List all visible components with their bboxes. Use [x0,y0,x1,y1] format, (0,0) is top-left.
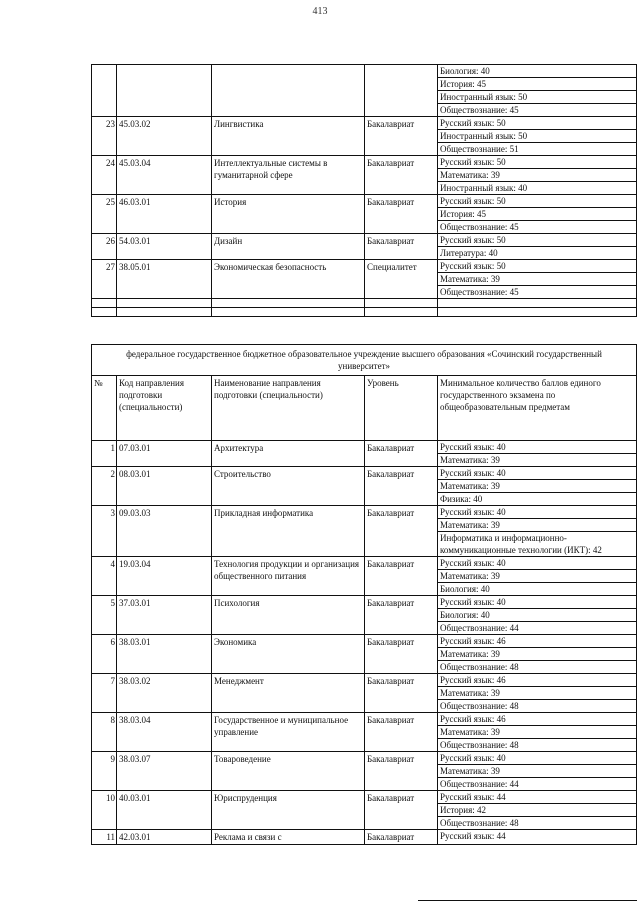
program-code [117,65,212,116]
subject-scores [438,195,637,233]
program-name: Архитектура [212,441,365,466]
subject-score: Русский язык: 40 [440,507,506,517]
table-body [91,440,637,845]
education-level: Бакалавриат [365,752,438,790]
program-name: Государственное и муниципальное управление [212,713,365,751]
subject-scores [438,117,637,155]
table-row [91,233,637,259]
education-level: Бакалавриат [365,234,438,259]
row-number: 10 [91,791,117,829]
row-number: 23 [91,117,117,155]
subject-scores [438,674,637,712]
education-level: Бакалавриат [365,557,438,595]
subject-score: Обществознание: 45 [438,285,636,298]
subject-score: Русский язык: 50 [440,196,506,206]
subject-scores [438,234,637,259]
header-level: Уровень [365,376,438,440]
empty-row [91,298,637,307]
empty-cell [212,308,365,316]
subject-score: Обществознание: 44 [438,777,636,790]
row-number [91,65,117,116]
row-number: 9 [91,752,117,790]
table-row [91,194,637,233]
subject-scores [438,596,637,634]
table-row [91,634,637,673]
subject-scores [438,557,637,595]
program-code: 08.03.01 [117,467,212,505]
program-name: Экономика [212,635,365,673]
subject-score: Русский язык: 46 [440,636,506,646]
subject-score: Биология: 40 [438,608,636,621]
education-level: Бакалавриат [365,674,438,712]
subject-scores [438,713,637,751]
subject-score: Математика: 39 [438,479,636,492]
education-level: Бакалавриат [365,713,438,751]
program-name: Психология [212,596,365,634]
subject-score: Русский язык: 46 [440,675,506,685]
subject-scores [438,156,637,194]
subject-score: Обществознание: 48 [438,660,636,673]
subject-score: Физика: 40 [438,492,636,505]
subject-score: Математика: 39 [438,686,636,699]
program-code: 38.03.04 [117,713,212,751]
subject-score: Обществознание: 44 [438,621,636,634]
row-number: 24 [91,156,117,194]
subject-score: Обществознание: 48 [438,738,636,751]
table-row [91,466,637,505]
header-name: Наименование направления подготовки (специальности) [212,376,365,440]
table-row [91,673,637,712]
bottom-rule [418,900,637,901]
program-code: 46.03.01 [117,195,212,233]
education-level: Бакалавриат [365,596,438,634]
education-level: Бакалавриат [365,117,438,155]
program-name: Прикладная информатика [212,506,365,556]
table-row [91,440,637,466]
table-row [91,64,637,116]
program-code: 38.03.07 [117,752,212,790]
empty-cell [91,308,117,316]
row-number: 2 [91,467,117,505]
table-row [91,505,637,556]
subject-score: Иностранный язык: 50 [438,129,636,142]
subject-score: Математика: 39 [438,272,636,285]
empty-row [91,307,637,317]
row-number: 8 [91,713,117,751]
header-subjects: Минимальное количество баллов единого государственного экзамена по общеобразовательным предметам [438,376,637,440]
program-name: Экономическая безопасность [212,260,365,298]
subject-scores [438,467,637,505]
subject-score: Русский язык: 40 [440,558,506,568]
subject-score: Информатика и информационно-коммуникационные технологии (ИКТ): 42 [438,531,636,556]
row-number: 26 [91,234,117,259]
row-number: 4 [91,557,117,595]
subject-score: Обществознание: 45 [438,220,636,233]
program-code: 09.03.03 [117,506,212,556]
row-number: 25 [91,195,117,233]
program-code: 42.03.01 [117,830,212,844]
empty-cell [438,308,637,316]
education-level: Бакалавриат [365,467,438,505]
empty-cell [91,299,117,307]
row-number: 6 [91,635,117,673]
subject-score: Обществознание: 48 [438,699,636,712]
education-level: Бакалавриат [365,791,438,829]
program-code: 07.03.01 [117,441,212,466]
education-level: Бакалавриат [365,156,438,194]
program-name: Строительство [212,467,365,505]
program-name: Юриспруденция [212,791,365,829]
subject-scores [438,830,637,844]
table-header-row [91,375,637,440]
subject-score: Биология: 40 [438,582,636,595]
subject-score: Литература: 40 [438,246,636,259]
program-code: 45.03.02 [117,117,212,155]
program-code: 37.03.01 [117,596,212,634]
empty-cell [438,299,637,307]
subject-score: Русский язык: 40 [440,597,506,607]
subject-scores [438,791,637,829]
table-row [91,595,637,634]
subject-score: Математика: 39 [438,764,636,777]
program-code: 38.05.01 [117,260,212,298]
subject-score: Русский язык: 44 [440,792,506,802]
table-row [91,116,637,155]
program-name: Интеллектуальные системы в гуманитарной сфере [212,156,365,194]
subject-scores [438,752,637,790]
admission-table-continued [91,64,637,317]
subject-score: Русский язык: 50 [440,157,506,167]
program-code: 45.03.04 [117,156,212,194]
subject-score: Математика: 39 [438,725,636,738]
subject-score: Математика: 39 [438,168,636,181]
subject-score: История: 42 [438,803,636,816]
program-name: Технология продукции и организация общественного питания [212,557,365,595]
subject-score: Иностранный язык: 50 [438,90,636,103]
header-code: Код направления подготовки (специальности) [117,376,212,440]
subject-score: Обществознание: 51 [438,142,636,155]
subject-score: Русский язык: 46 [440,714,506,724]
row-number: 5 [91,596,117,634]
program-name: Товароведение [212,752,365,790]
program-name: Менеджмент [212,674,365,712]
subject-score: Русский язык: 50 [440,118,506,128]
subject-scores [438,260,637,298]
header-number: № [91,376,117,440]
subject-scores [438,635,637,673]
subject-score: Русский язык: 44 [440,831,506,841]
subject-score: Русский язык: 40 [440,442,506,452]
education-level: Бакалавриат [365,195,438,233]
subject-score: Русский язык: 40 [440,468,506,478]
program-code: 54.03.01 [117,234,212,259]
program-name: Лингвистика [212,117,365,155]
empty-cell [212,299,365,307]
table-row [91,829,637,845]
table-row [91,712,637,751]
table-row [91,556,637,595]
education-level: Бакалавриат [365,506,438,556]
table-row [91,259,637,298]
education-level: Бакалавриат [365,635,438,673]
empty-cell [117,308,212,316]
program-code: 38.03.02 [117,674,212,712]
subject-score: Иностранный язык: 40 [438,181,636,194]
university-section [91,344,637,845]
program-name [212,65,365,116]
subject-score: Математика: 39 [438,518,636,531]
row-number: 7 [91,674,117,712]
subject-score: Математика: 39 [438,647,636,660]
subject-score: Русский язык: 50 [440,261,506,271]
subject-score: Обществознание: 48 [438,816,636,829]
education-level: Специалитет [365,260,438,298]
row-number: 1 [91,441,117,466]
empty-cell [117,299,212,307]
program-name: История [212,195,365,233]
subject-scores [438,65,637,116]
table-row [91,155,637,194]
subject-score: История: 45 [438,207,636,220]
program-code: 40.03.01 [117,791,212,829]
subject-score: Биология: 40 [440,66,490,76]
table-row [91,751,637,790]
subject-scores [438,441,637,466]
education-level [365,65,438,116]
university-title: федеральное государственное бюджетное образовательное учреждение высшего образования «Сочинский государственный университет» [91,344,637,375]
row-number: 11 [91,830,117,844]
subject-score: Русский язык: 50 [440,235,506,245]
empty-cell [365,299,438,307]
subject-score: Обществознание: 45 [438,103,636,116]
education-level: Бакалавриат [365,441,438,466]
program-name: Реклама и связи с [212,830,365,844]
empty-cell [365,308,438,316]
subject-scores [438,506,637,556]
subject-score: Русский язык: 40 [440,753,506,763]
row-number: 27 [91,260,117,298]
subject-score: Математика: 39 [438,569,636,582]
program-name: Дизайн [212,234,365,259]
page-number: 413 [312,6,328,17]
subject-score: Математика: 39 [438,453,636,466]
row-number: 3 [91,506,117,556]
program-code: 19.03.04 [117,557,212,595]
program-code: 38.03.01 [117,635,212,673]
table-row [91,790,637,829]
subject-score: История: 45 [438,77,636,90]
education-level: Бакалавриат [365,830,438,844]
